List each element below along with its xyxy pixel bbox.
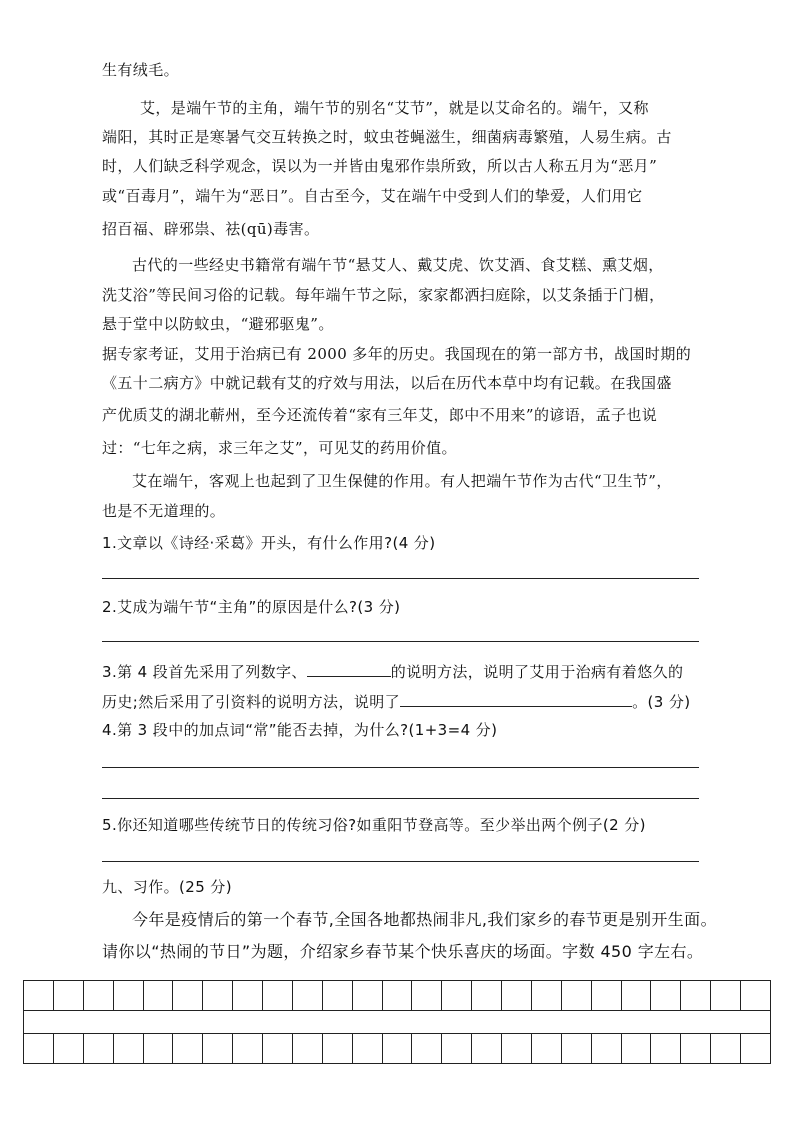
grid-cell[interactable] — [383, 981, 413, 1011]
grid-cell[interactable] — [532, 981, 562, 1011]
passage-line: 艾，是端午节的主角，端午节的别名“艾节”，就是以艾命名的。端午，又称 — [140, 99, 649, 117]
grid-cell[interactable] — [84, 981, 114, 1011]
grid-cell[interactable] — [741, 1034, 771, 1064]
passage-line: 悬于堂中以防蚊虫，“避邪驱鬼”。 — [102, 315, 334, 333]
passage-line: 或“百毒月”，端午为“恶日”。自古至今，艾在端午中受到人们的挚爱，人们用它 — [102, 187, 643, 205]
writing-grid[interactable] — [23, 980, 771, 1064]
fill-blank[interactable] — [400, 690, 632, 707]
grid-cell[interactable] — [681, 1034, 711, 1064]
grid-cell[interactable] — [592, 1034, 622, 1064]
grid-cell[interactable] — [622, 1034, 652, 1064]
grid-cell[interactable] — [54, 981, 84, 1011]
question-5: 5.你还知道哪些传统节日的传统习俗?如重阳节登高等。至少举出两个例子(2 分) — [102, 816, 646, 834]
grid-cell[interactable] — [323, 1034, 353, 1064]
question-4: 4.第 3 段中的加点词“常”能否去掉，为什么?(1+3=4 分) — [102, 721, 498, 739]
question-3-line1 — [102, 660, 683, 682]
answer-line[interactable] — [102, 798, 699, 799]
grid-row[interactable] — [23, 980, 771, 1011]
grid-cell[interactable] — [114, 981, 144, 1011]
grid-cell[interactable] — [293, 1034, 323, 1064]
answer-line[interactable] — [102, 767, 699, 768]
grid-cell[interactable] — [114, 1034, 144, 1064]
grid-cell[interactable] — [24, 1034, 54, 1064]
passage-line: 招百福、辟邪祟、祛(qū)毒害。 — [102, 220, 320, 238]
grid-cell[interactable] — [54, 1034, 84, 1064]
grid-cell[interactable] — [502, 981, 532, 1011]
question-3-text: 。(3 分) — [632, 693, 691, 711]
grid-cell[interactable] — [323, 981, 353, 1011]
grid-cell[interactable] — [651, 981, 681, 1011]
grid-cell[interactable] — [233, 981, 263, 1011]
grid-cell[interactable] — [144, 1034, 174, 1064]
passage-line: 据专家考证，艾用于治病已有 2000 多年的历史。我国现在的第一部方书，战国时期的 — [102, 345, 692, 363]
grid-cell[interactable] — [203, 1034, 233, 1064]
passage-line: 过：“七年之病，求三年之艾”，可见艾的药用价值。 — [102, 439, 457, 457]
answer-line[interactable] — [102, 578, 699, 579]
question-1: 1.文章以《诗经·采葛》开头，有什么作用?(4 分) — [102, 534, 436, 552]
grid-cell[interactable] — [532, 1034, 562, 1064]
question-3-text: 历史;然后采用了引资料的说明方法，说明了 — [102, 693, 401, 711]
grid-cell[interactable] — [562, 981, 592, 1011]
passage-line: 时，人们缺乏科学观念，误以为一并皆由鬼邪作祟所致，所以古人称五月为“恶月” — [102, 157, 658, 175]
grid-cell[interactable] — [442, 1034, 472, 1064]
passage-line: 《五十二病方》中就记载有艾的疗效与用法，以后在历代本草中均有记载。在我国盛 — [102, 374, 672, 392]
grid-cell[interactable] — [263, 1034, 293, 1064]
grid-cell[interactable] — [592, 981, 622, 1011]
grid-cell[interactable] — [144, 981, 174, 1011]
question-3-text: 3.第 4 段首先采用了列数字、 — [102, 663, 307, 681]
grid-cell[interactable] — [472, 981, 502, 1011]
grid-cell[interactable] — [442, 981, 472, 1011]
grid-cell[interactable] — [711, 1034, 741, 1064]
answer-line[interactable] — [102, 861, 699, 862]
composition-heading: 九、习作。(25 分) — [102, 878, 232, 896]
passage-line: 艾在端午，客观上也起到了卫生保健的作用。有人把端午节作为古代“卫生节”， — [132, 472, 672, 490]
grid-cell[interactable] — [711, 981, 741, 1011]
grid-cell[interactable] — [651, 1034, 681, 1064]
grid-cell[interactable] — [353, 981, 383, 1011]
grid-cell[interactable] — [681, 981, 711, 1011]
grid-cell[interactable] — [233, 1034, 263, 1064]
passage-line: 古代的一些经史书籍常有端午节“悬艾人、戴艾虎、饮艾酒、食艾糕、熏艾烟， — [132, 256, 664, 274]
fill-blank[interactable] — [307, 660, 391, 677]
passage-line: 端阳，其时正是寒暑气交互转换之时，蚊虫苍蝇滋生，细菌病毒繁殖，人易生病。古 — [102, 128, 672, 146]
question-3-text: 的说明方法，说明了艾用于治病有着悠久的 — [390, 663, 684, 681]
grid-spacer-row — [23, 1011, 771, 1034]
composition-prompt: 请你以“热闹的节日”为题，介绍家乡春节某个快乐喜庆的场面。字数 450 字左右。 — [102, 942, 704, 961]
grid-cell[interactable] — [293, 981, 323, 1011]
grid-cell[interactable] — [263, 981, 293, 1011]
grid-cell[interactable] — [84, 1034, 114, 1064]
passage-line: 生有绒毛。 — [102, 61, 180, 79]
grid-cell[interactable] — [203, 981, 233, 1011]
grid-cell[interactable] — [472, 1034, 502, 1064]
grid-cell[interactable] — [412, 981, 442, 1011]
passage-line: 产优质艾的湖北蕲州，至今还流传着“家有三年艾，郎中不用来”的谚语，孟子也说 — [102, 406, 658, 424]
grid-cell[interactable] — [412, 1034, 442, 1064]
grid-cell[interactable] — [173, 1034, 203, 1064]
question-2: 2.艾成为端午节“主角”的原因是什么?(3 分) — [102, 598, 401, 616]
grid-cell[interactable] — [173, 981, 203, 1011]
composition-prompt: 今年是疫情后的第一个春节,全国各地都热闹非凡,我们家乡的春节更是别开生面。 — [132, 910, 717, 929]
passage-line: 也是不无道理的。 — [102, 502, 226, 520]
grid-cell[interactable] — [24, 981, 54, 1011]
passage-line: 洗艾浴”等民间习俗的记载。每年端午节之际，家家都洒扫庭除，以艾条插于门楣， — [102, 286, 665, 304]
grid-row[interactable] — [23, 1034, 771, 1064]
grid-cell[interactable] — [562, 1034, 592, 1064]
grid-cell[interactable] — [383, 1034, 413, 1064]
grid-cell[interactable] — [622, 981, 652, 1011]
grid-cell[interactable] — [502, 1034, 532, 1064]
grid-cell[interactable] — [353, 1034, 383, 1064]
grid-cell[interactable] — [741, 981, 771, 1011]
answer-line[interactable] — [102, 641, 699, 642]
question-3-line2 — [102, 690, 690, 712]
